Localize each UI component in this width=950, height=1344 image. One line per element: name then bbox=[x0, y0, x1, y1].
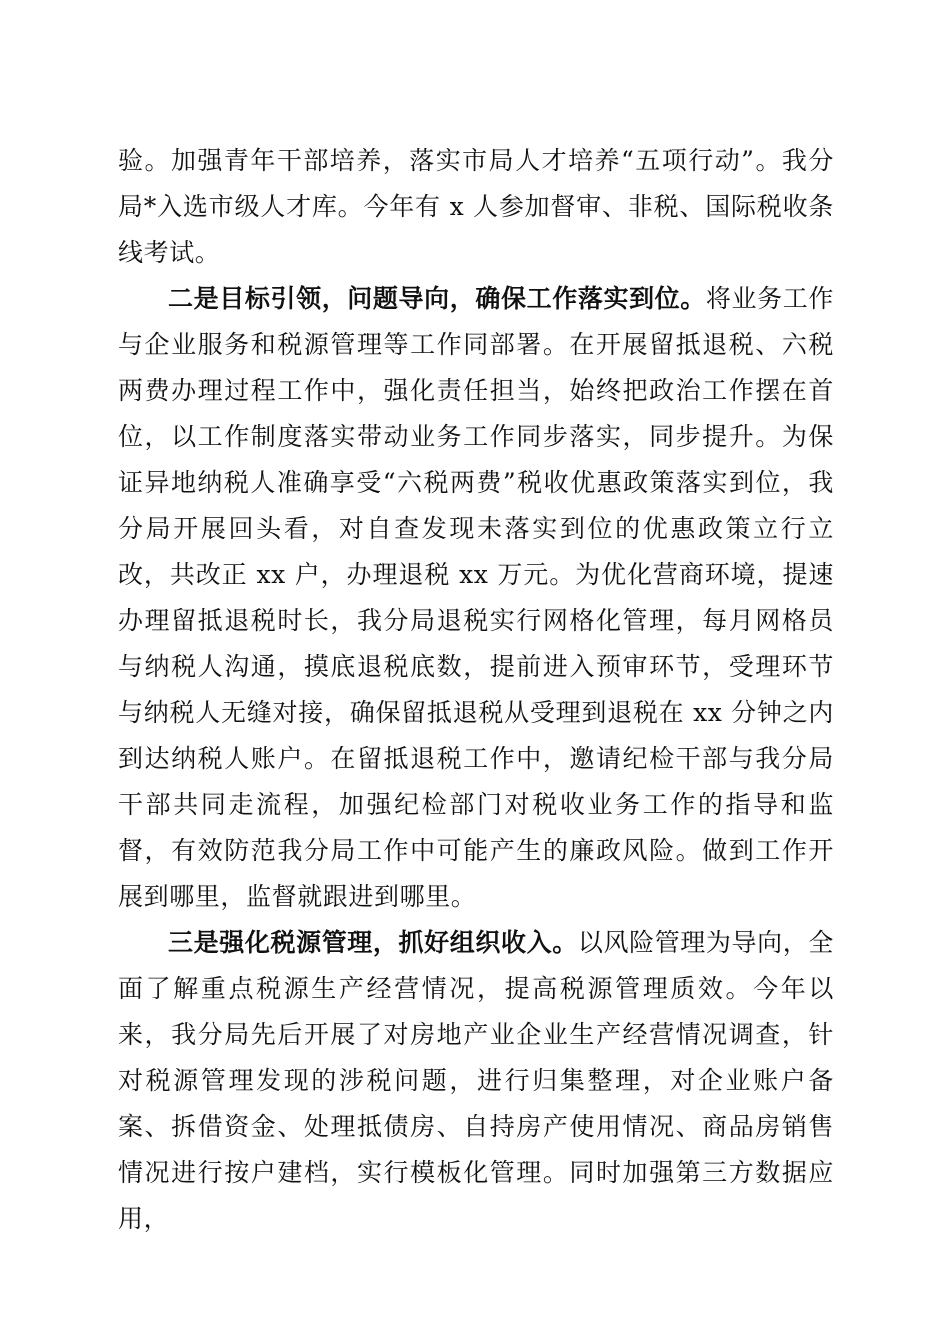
paragraph-heading: 三是强化税源管理，抓好组织收入。 bbox=[168, 928, 578, 957]
paragraph-text: 以风险管理为导向，全面了解重点税源生产经营情况，提高税源管理质效。今年以来，我分局先后开展了对房地产业企业生产经营情况调查，针对税源管理发现的涉税问题，进行归集整理，对企业账户备案、拆借资金、处理抵债房、自持房产使用情况、商品房销售情况进行按户建档，实行模板化管理。同时加强第三方数据应用， bbox=[118, 928, 834, 1233]
paragraph-continuation bbox=[118, 138, 834, 276]
paragraph-goal-guidance bbox=[118, 276, 834, 920]
document-body bbox=[118, 138, 834, 1242]
paragraph-text: 验。加强青年干部培养，落实市局人才培养“五项行动”。我分局*入选市级人才库。今年有 x 人参加督审、非税、国际税收条线考试。 bbox=[118, 146, 834, 267]
paragraph-text: 将业务工作与企业服务和税源管理等工作同部署。在开展留抵退税、六税两费办理过程工作中，强化责任担当，始终把政治工作摆在首位，以工作制度落实带动业务工作同步落实，同步提升。为保证异地纳税人准确享受“六税两费”税收优惠政策落实到位，我分局开展回头看，对自查发现未落实到位的优惠政策立行立改，共改正 xx 户，办理退税 xx 万元。为优化营商环境，提速办理留抵退税时长，我分局退税实行网格化管理，每月网格员与纳税人沟通，摸底退税底数，提前进入预审环节，受理环节与纳税人无缝对接，确保留抵退税从受理到退税在 xx 分钟之内到达纳税人账户。在留抵退税工作中，邀请纪检干部与我分局干部共同走流程，加强纪检部门对税收业务工作的指导和监督，有效防范我分局工作中可能产生的廉政风险。做到工作开展到哪里，监督就跟进到哪里。 bbox=[118, 284, 834, 911]
paragraph-tax-source-management bbox=[118, 920, 834, 1242]
paragraph-heading: 二是目标引领，问题导向，确保工作落实到位。 bbox=[168, 284, 706, 313]
